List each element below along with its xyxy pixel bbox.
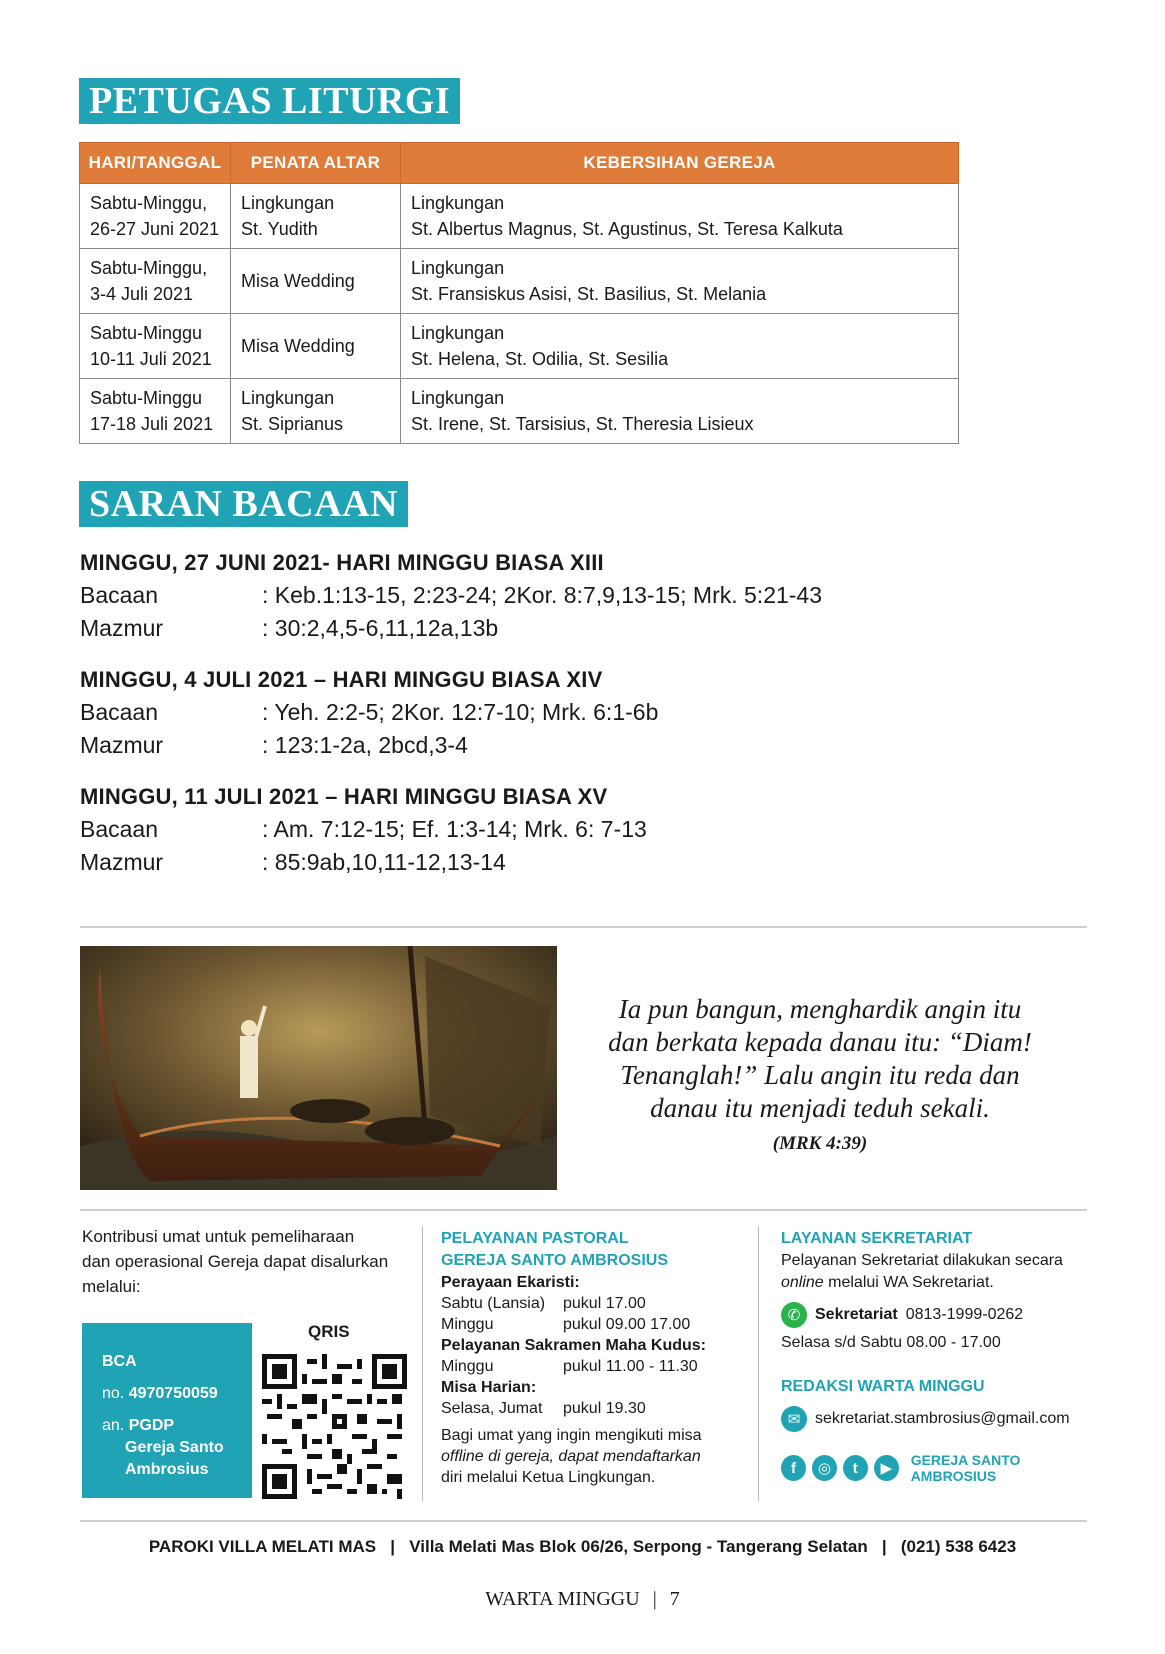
cleaning-line: St. Helena, St. Odilia, St. Sesilia [411,349,669,369]
account-holder: PGDP [128,1417,175,1434]
account-prefix: no. [102,1385,125,1402]
bank-account-box [82,1323,252,1498]
psalm-label: Mazmur [80,615,164,641]
whatsapp-icon[interactable]: ✆ [781,1302,807,1328]
cleaning-line: St. Irene, St. Tarsisius, St. Theresia Lisieux [411,414,754,434]
reading-value: : Keb.1:13-15, 2:23-24; 2Kor. 8:7,9,13-15; Mrk. 5:21-43 [262,582,823,608]
pastoral-title: PELAYANAN PASTORAL [441,1230,629,1247]
altar-line: Lingkungan [241,193,335,213]
secretariat-title: LAYANAN SEKRETARIAT [781,1230,973,1247]
column-divider [758,1226,759,1501]
psalm-label: Mazmur [80,732,164,758]
date-line: 26-27 Juni 2021 [90,219,220,239]
twitter-icon[interactable]: t [843,1455,868,1481]
pastoral-services [441,1228,741,1488]
date-line: Sabtu-Minggu, [90,193,208,213]
youtube-icon[interactable]: ▶ [874,1455,899,1481]
page-footer: WARTA MINGGU | 7 [485,1588,680,1610]
reading-value: : Am. 7:12-15; Ef. 1:3-14; Mrk. 6: 7-13 [262,816,647,842]
cleaning-line: Lingkungan [411,193,505,213]
office-hours: Selasa s/d Sabtu 08.00 - 17.00 [781,1334,1001,1351]
date-line: 17-18 Juli 2021 [90,414,214,434]
reading-section-title: SARAN BACAAN [79,481,408,527]
page-number: 7 [669,1588,680,1610]
reading-label: Bacaan [80,816,159,842]
divider [80,1520,1087,1522]
schedule-heading: Pelayanan Sakramen Maha Kudus: [441,1337,706,1354]
pastoral-subtitle: GEREJA SANTO AMBROSIUS [441,1252,668,1269]
secretariat-services [781,1228,1101,1484]
reading-block [80,667,980,765]
altar-line: St. Yudith [241,219,318,239]
publication-name: WARTA MINGGU [485,1588,640,1610]
schedule-day: Minggu [441,1358,494,1375]
storm-painting-image [80,946,557,1190]
contribution-line: Kontribusi umat untuk pemeliharaan [82,1227,355,1246]
cleaning-line: Lingkungan [411,258,505,278]
redaksi-title: REDAKSI WARTA MINGGU [781,1378,985,1395]
altar-line: Lingkungan [241,388,335,408]
table-row [80,249,959,314]
account-holder-prefix: an. [102,1417,125,1434]
secretariat-online: online [781,1274,824,1291]
secretariat-line: Pelayanan Sekretariat dilakukan secara [781,1252,1063,1269]
quote-line: dan berkata kepada danau itu: “Diam! [608,1027,1032,1057]
column-divider [422,1226,423,1501]
table-header: HARI/TANGGAL [80,143,231,184]
reading-title: MINGGU, 11 JULI 2021 – HARI MINGGU BIASA XV [80,784,608,809]
liturgy-section-title: PETUGAS LITURGI [79,78,460,124]
table-row [80,379,959,444]
date-line: Sabtu-Minggu, [90,258,208,278]
account-number: 4970750059 [128,1385,218,1402]
pastoral-note-line: Bagi umat yang ingin mengikuti misa [441,1427,702,1444]
reading-value: : Yeh. 2:2-5; 2Kor. 12:7-10; Mrk. 6:1-6b [262,699,659,725]
contribution-line: dan operasional Gereja dapat disalurkan [82,1252,389,1271]
psalm-value: : 85:9ab,10,11-12,13-14 [262,849,506,875]
schedule-time: pukul 17.00 [563,1295,646,1312]
account-holder: Ambrosius [125,1461,209,1478]
psalm-value: : 123:1-2a, 2bcd,3-4 [262,732,468,758]
quote-reference: (MRK 4:39) [772,1133,868,1154]
schedule-heading: Misa Harian: [441,1379,537,1396]
divider [80,1209,1087,1211]
schedule-time: pukul 19.30 [563,1400,646,1417]
reading-block [80,784,980,882]
contribution-line: melalui: [82,1277,141,1296]
quote-line: Ia pun bangun, menghardik angin itu [618,994,1022,1024]
cleaning-line: Lingkungan [411,388,505,408]
whatsapp-label: Sekretariat [815,1306,898,1323]
reading-label: Bacaan [80,699,159,725]
date-line: 3-4 Juli 2021 [90,284,194,304]
contribution-text [82,1224,402,1299]
social-account-name: GEREJA SANTO AMBROSIUS [910,1452,1021,1484]
reading-label: Bacaan [80,582,159,608]
schedule-day: Selasa, Jumat [441,1400,543,1417]
schedule-time: pukul 11.00 - 11.30 [563,1358,698,1375]
schedule-time: pukul 09.00 17.00 [563,1316,691,1333]
cleaning-line: St. Fransiskus Asisi, St. Basilius, St. Melania [411,284,767,304]
schedule-day: Minggu [441,1316,494,1333]
email-address[interactable]: sekretariat.stambrosius@gmail.com [815,1410,1070,1427]
table-row [80,314,959,379]
cleaning-line: St. Albertus Magnus, St. Agustinus, St. Teresa Kalkuta [411,219,843,239]
liturgy-table [79,142,959,444]
bank-name: BCA [102,1353,137,1370]
instagram-icon[interactable]: ◎ [812,1455,837,1481]
bible-quote [570,993,1070,1160]
account-holder: Gereja Santo [125,1439,224,1456]
psalm-value: : 30:2,4,5-6,11,12a,13b [262,615,499,641]
reading-title: MINGGU, 4 JULI 2021 – HARI MINGGU BIASA XIV [80,667,603,692]
table-row [80,184,959,249]
table-header: KEBERSIHAN GEREJA [401,143,959,184]
reading-title: MINGGU, 27 JUNI 2021- HARI MINGGU BIASA XIII [80,550,604,575]
altar-line: Misa Wedding [241,271,355,291]
altar-line: St. Siprianus [241,414,344,434]
date-line: 10-11 Juli 2021 [90,349,212,369]
whatsapp-number[interactable]: 0813-1999-0262 [905,1306,1024,1323]
date-line: Sabtu-Minggu [90,323,203,343]
pastoral-note-line: offline di gereja, dapat mendaftarkan [441,1448,701,1465]
quote-line: Tenanglah!” Lalu angin itu reda dan [620,1060,1020,1090]
date-line: Sabtu-Minggu [90,388,203,408]
schedule-heading: Perayaan Ekaristi: [441,1274,580,1291]
reading-block [80,550,980,648]
divider [80,926,1087,928]
psalm-label: Mazmur [80,849,164,875]
footer-address: PAROKI VILLA MELATI MAS | Villa Melati Mas Blok 06/26, Serpong - Tangerang Selatan | (021) 538 6423 [148,1537,1017,1556]
altar-line: Misa Wedding [241,336,355,356]
table-header: PENATA ALTAR [231,143,401,184]
cleaning-line: Lingkungan [411,323,505,343]
qris-code[interactable] [262,1354,407,1499]
secretariat-line: melalui WA Sekretariat. [823,1274,994,1291]
quote-line: danau itu menjadi teduh sekali. [650,1093,990,1123]
email-icon[interactable]: ✉ [781,1406,807,1432]
qris-label: QRIS [308,1322,350,1341]
pastoral-note-line: diri melalui Ketua Lingkungan. [441,1469,656,1486]
facebook-icon[interactable]: f [781,1455,806,1481]
schedule-day: Sabtu (Lansia) [441,1295,546,1312]
